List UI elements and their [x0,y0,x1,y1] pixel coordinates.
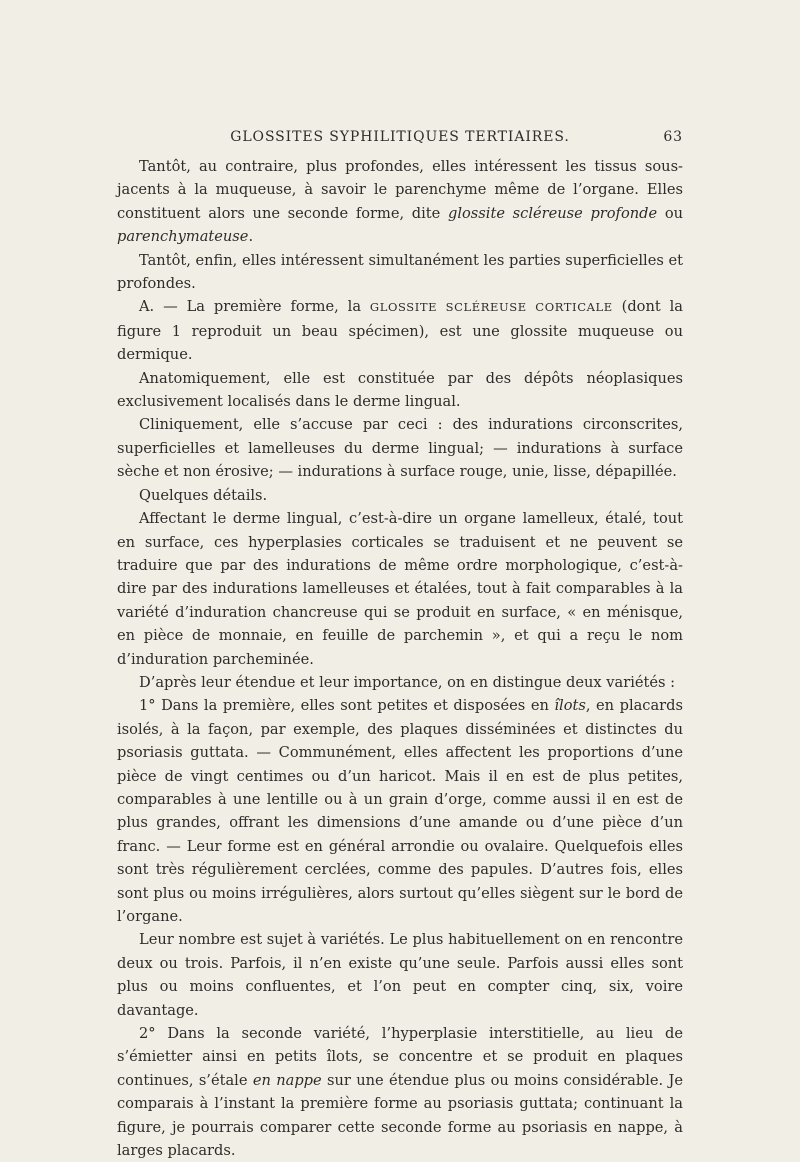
text-segment: A. — La première forme, la [139,298,370,316]
text-segment: Affectant le derme lingual, c’est-à-dire un organe lamelleux, étalé, tout en surface, ces hyperplasies corticales se traduisent et ne peuvent se traduire que par des indurations de même ordre morphologique, c’est-à-dire par des indurations lamelleuses et étalées, tout à fait comparables à la variété d’induration chancreuse qui se produit en surface, « en ménisque, en pièce de monnaie, en feuille de parchemin », et qui a reçu le nom d’induration parcheminée. [117,510,683,668]
italic-text: parenchymateuse [117,228,249,246]
running-header [117,129,683,149]
text-segment: Cliniquement, elle s’accuse par ceci : des indurations circonscrites, superficielles et lamelleuses du derme lingual; — indurations à surface sèche et non érosive; — indurations à surface rouge, unie, lisse, dépapillée. [117,416,683,481]
paragraph [117,367,683,414]
paragraph [117,413,683,483]
text-segment: Tantôt, au contraire, plus profondes, elles intéressent les tissus sous-jacents à la muqueuse, à savoir le parenchyme même de l’organe. Elles constituent alors une seconde forme, dite [117,158,683,222]
paragraph [117,155,683,249]
text-segment: ou [657,204,684,222]
text-segment: , en placards isolés, à la façon, par exemple, des plaques disséminées et distinctes du psoriasis guttata. — Communément, elles affectent les proportions d’une pièce de vingt centimes ou d’un haricot. Mais il en est de plus petites, comparables à une lentille ou à un grain d’orge, comme aussi il en est de plus grandes, offrant les dimensions d’une amande ou d’une pièce d’un franc. — Leur forme est en général arrondie ou ovalaire. Quelquefois elles sont très régulièrement cerclées, comme des papules. D’autres fois, elles sont plus ou moins irrégulières, alors surtout qu’elles siègent sur le bord de l’organe. [117,697,683,925]
text-segment: sur une étendue plus ou moins considérable. Je comparais à l’instant la première forme au psoriasis guttata; continuant la figure, je pourrais comparer cette seconde forme au psoriasis en nappe, à larges placards. [117,1071,683,1160]
text-segment: Quelques détails. [139,486,268,504]
text-segment: (dont la figure 1 reproduit un beau spécimen), est une glossite muqueuse ou dermique. [117,298,683,364]
small-caps-text: GLOSSITE SCLÉREUSE CORTICALE [369,300,613,315]
paragraph [117,484,683,507]
text-segment: Leur nombre est sujet à variétés. Le plus habituellement on en rencontre deux ou trois. Parfois, il n’en existe qu’une seule. Parfois aussi elles sont plus ou moins confluentes, et l’on peut en compter cinq, six, voire davantage. [117,931,683,1019]
paragraph [117,295,683,366]
text-segment: 1° Dans la première, elles sont petites et disposées en [139,697,555,715]
text-segment: D’après leur étendue et leur importance, on en distingue deux variétés : [139,673,676,691]
italic-text: en nappe [252,1071,322,1089]
running-title: GLOSSITES SYPHILITIQUES TERTIAIRES. [230,129,570,145]
italic-text: glossite scléreuse profonde [448,204,658,222]
paragraph [117,928,683,1022]
paragraph [117,671,683,694]
italic-text: îlots [554,697,586,715]
page-number: 63 [663,129,683,145]
paragraph [117,694,683,928]
text-segment: . [248,228,254,246]
paragraph [117,1022,683,1162]
body-text [117,155,683,1162]
text-segment: 2° Dans la seconde variété, l’hyperplasie interstitielle, au lieu de s’émietter ainsi en petits îlots, se concentre et se produit en plaques continues, s’étale [117,1025,683,1089]
text-segment: Tantôt, enfin, elles intéressent simultanément les parties superficielles et profondes. [117,251,683,293]
paragraph [117,507,683,671]
text-segment: Anatomiquement, elle est constituée par des dépôts néoplasiques exclusivement localisés dans le derme lingual. [117,369,683,411]
paragraph [117,249,683,296]
